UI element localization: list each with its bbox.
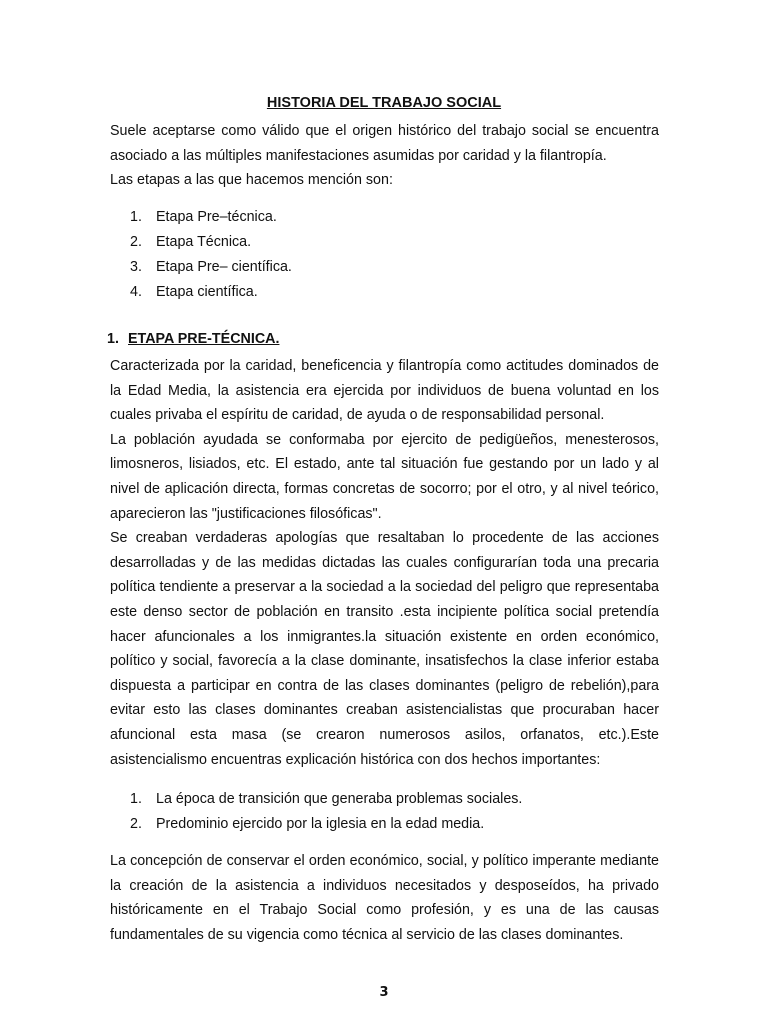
text-line: asociado a las múltiples manifestaciones asumidas por caridad y la filantropía. <box>110 147 607 164</box>
section-title: ETAPA PRE-TÉCNICA. <box>128 331 280 347</box>
stages-list <box>130 205 292 305</box>
text-line: La población ayudada se conformaba por ejercito de pedigüeños, menesterosos, <box>110 431 659 448</box>
text-line: este denso sector de población en transito .esta incipiente política social pretendía <box>110 603 659 620</box>
text-line: nivel de aplicación directa, formas concretas de socorro; por el otro, y al nivel teórico, <box>110 480 659 497</box>
section-body-paragraph <box>110 354 659 772</box>
text-line: la creación de la asistencia a individuos necesitados y desposeídos, ha privado <box>110 877 659 894</box>
list-item: 1. Etapa Pre–técnica. <box>130 209 277 225</box>
text-line: La concepción de conservar el orden económico, social, y político imperante mediante <box>110 853 659 869</box>
text-line: Caracterizada por la caridad, beneficencia y filantropía como actitudes dominados de <box>110 358 659 374</box>
text-line: hacer afuncionales a los inmigrantes.la situación existente en orden económico, <box>110 628 659 645</box>
text-line: afuncional esta masa (se crearon numerosos asilos, orfanatos, etc.).Este <box>110 726 659 743</box>
text-line: Las etapas a las que hacemos mención son: <box>110 172 393 189</box>
section-heading <box>107 331 279 347</box>
list-item: 2. Etapa Técnica. <box>130 234 252 250</box>
text-line: Se creaban verdaderas apologías que resaltaban lo procedente de las acciones <box>110 530 659 547</box>
list-item: 2. Predominio ejercido por la iglesia en la edad media. <box>130 816 485 832</box>
text-line: asistencialismo encuentras explicación histórica con dos hechos importantes: <box>110 751 601 768</box>
text-line: desarrolladas y de las medidas dictadas las cuales configurarían toda una precaria <box>110 554 659 571</box>
section-number: 1. <box>107 331 119 347</box>
page-number: 3 <box>379 985 389 1000</box>
closing-paragraph <box>110 849 659 947</box>
text-line: la Edad Media, la asistencia era ejercida por individuos de buena voluntad en los <box>110 382 659 399</box>
list-item: 3. Etapa Pre– científica. <box>130 259 292 275</box>
text-line: cuales privaba el espíritu de caridad, de ayuda o de responsabilidad personal. <box>110 407 605 424</box>
text-line: evitar esto las clases dominantes creaban asistencialistas que procuraban hacer <box>110 702 659 719</box>
intro-paragraph <box>110 119 659 193</box>
text-line: dispuesta a participar en contra de las clases dominantes (peligro de rebelión),para <box>110 677 659 694</box>
text-line: fundamentales de su vigencia como técnica al servicio de las clases dominantes. <box>110 926 624 943</box>
list-item: 1. La época de transición que generaba problemas sociales. <box>130 791 523 807</box>
text-line: política tendiente a preservar a la sociedad a la sociedad del peligro que representaba <box>110 579 659 596</box>
facts-list <box>130 787 522 837</box>
text-line: históricamente en el Trabajo Social como profesión, y es una de las causas <box>110 902 659 919</box>
document-title: HISTORIA DEL TRABAJO SOCIAL <box>266 95 502 111</box>
text-line: limosneros, lisiados, etc. El estado, ante tal situación fue gestando por un lado y al <box>110 456 659 473</box>
text-line: político y social, favorecía a la clase dominante, insatisfechos la clase inferior estaba <box>110 653 659 670</box>
text-line: aparecieron las "justificaciones filosóficas". <box>110 505 382 522</box>
list-item: 4. Etapa científica. <box>130 284 258 300</box>
text-line: Suele aceptarse como válido que el origen histórico del trabajo social se encuentra <box>110 123 659 139</box>
